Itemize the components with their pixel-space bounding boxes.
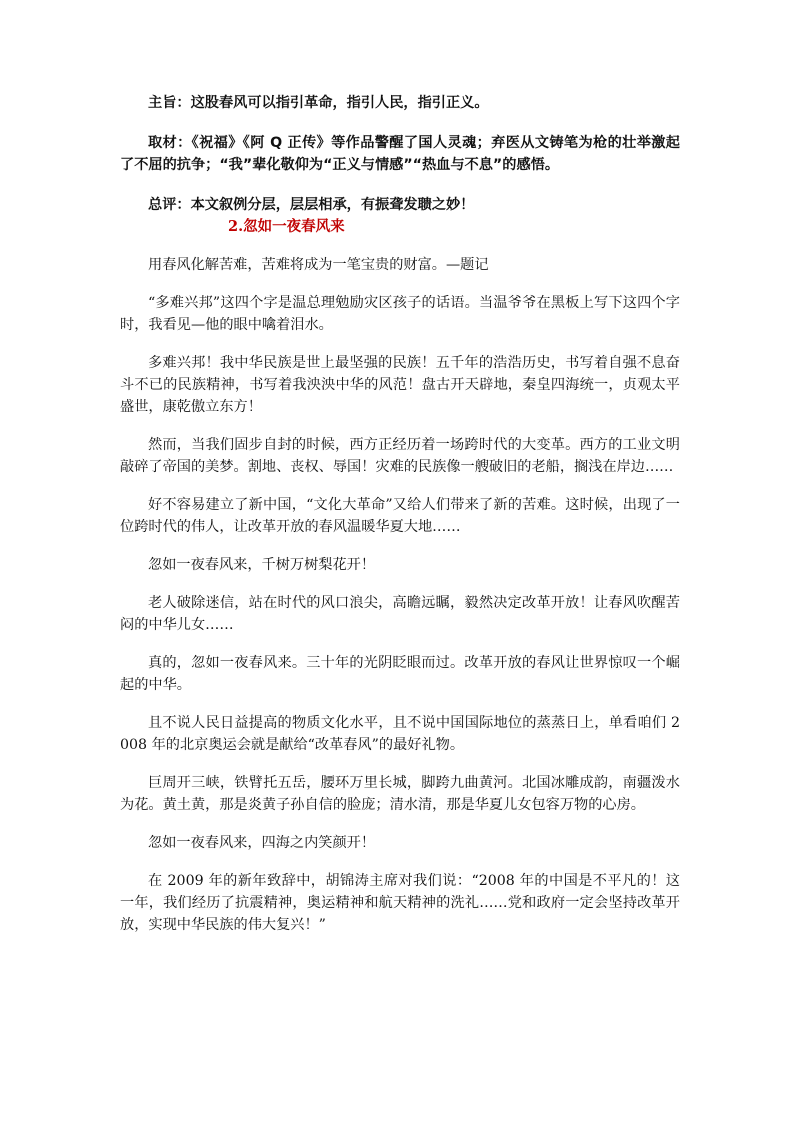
document-page <box>120 92 680 936</box>
essay-paragraph: 在 2009 年的新年致辞中，胡锦涛主席对我们说：“2008 年的中国是不平凡的！这一年，我们经历了抗震精神，奥运精神和航天精神的洗礼……党和政府一定会坚持改革开放，实现中华民族的伟大复兴！” <box>120 873 680 933</box>
essay-paragraph: 忽如一夜春风来，千树万树梨花开！ <box>148 557 376 573</box>
essay-paragraph: 真的，忽如一夜春风来。三十年的光阴眨眼而过。改革开放的春风让世界惊叹一个崛起的中华。 <box>120 655 680 693</box>
essay-paragraph: 巨周开三峡，铁臂托五岳，腰环万里长城，脚跨九曲黄河。北国冰雕成韵，南疆泼水为花。黄土黄，那是炎黄子孙自信的脸庞；清水清，那是华夏儿女包容万物的心房。 <box>120 775 680 813</box>
theme-paragraph: 主旨：这股春风可以指引革命，指引人民，指引正义。 <box>148 95 489 111</box>
essay-heading: 2.忽如一夜春风来 <box>228 218 345 235</box>
material-paragraph: 取材：《祝福》《阿 Q 正传》等作品警醒了国人灵魂；弃医从文铸笔为枪的壮举激起了不屈的抗争；“我”辈化敬仰为“正义与情感”“热血与不息”的感悟。 <box>120 135 680 173</box>
epigraph-paragraph: 用春风化解苦难，苦难将成为一笔宝贵的财富。—题记 <box>148 257 489 273</box>
essay-paragraph: “多难兴邦”这四个字是温总理勉励灾区孩子的话语。当温爷爷在黑板上写下这四个字时，我看见—他的眼中噙着泪水。 <box>120 295 680 333</box>
essay-paragraph: 好不容易建立了新中国，“文化大革命”又给人们带来了新的苦难。这时候，出现了一位跨时代的伟人，让改革开放的春风温暖华夏大地…… <box>120 497 680 535</box>
review-paragraph: 总评：本文叙例分层，层层相承，有振聋发聩之妙！ <box>148 197 475 213</box>
essay-paragraph: 忽如一夜春风来，四海之内笑颜开！ <box>148 835 376 851</box>
essay-paragraph: 且不说人民日益提高的物质文化水平，且不说中国国际地位的蒸蒸日上，单看咱们 2008 年的北京奥运会就是献给“改革春风”的最好礼物。 <box>120 715 680 753</box>
essay-paragraph: 老人破除迷信，站在时代的风口浪尖，高瞻远瞩，毅然决定改革开放！让春风吹醒苦闷的中华儿女…… <box>120 595 680 633</box>
essay-paragraph: 然而，当我们固步自封的时候，西方正经历着一场跨时代的大变革。西方的工业文明敲碎了帝国的美梦。割地、丧权、辱国！灾难的民族像一艘破旧的老船，搁浅在岸边…… <box>120 437 680 475</box>
essay-paragraph: 多难兴邦！我中华民族是世上最坚强的民族！五千年的浩浩历史，书写着自强不息奋斗不已的民族精神，书写着我泱泱中华的风范！盘古开天辟地，秦皇四海统一，贞观太平盛世，康乾傲立东方！ <box>120 355 680 415</box>
